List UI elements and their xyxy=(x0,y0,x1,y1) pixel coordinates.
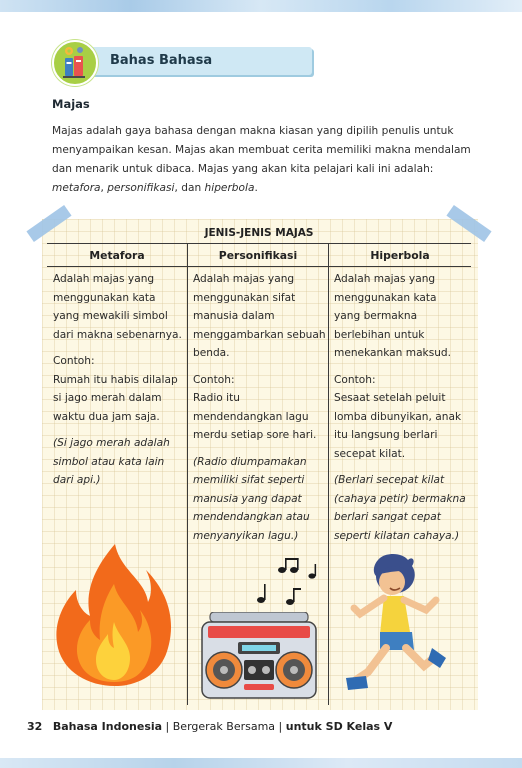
definition-text: Adalah majas yang menggunakan kata yang bermakna berlebihan untuk menekankan maksud. xyxy=(334,273,452,359)
intro-term-hiperbola: hiperbola xyxy=(204,182,255,194)
definition-text: Adalah majas yang menggunakan kata yang mewakili simbol dari makna sebenarnya. xyxy=(53,273,182,341)
column-header-metafora: Metafora xyxy=(89,249,145,262)
section-title: Bahas Bahasa xyxy=(110,53,213,68)
intro-term-metafora: metafora xyxy=(52,182,101,194)
column-personifikasi xyxy=(193,270,326,553)
footer-separator: | xyxy=(275,720,286,733)
column-hiperbola xyxy=(334,270,466,553)
note-text: (Berlari secepat kilat (cahaya petir) bermakna berlari sangat cepat seperti kilatan cahaya.) xyxy=(334,474,466,542)
example-label: Contoh: xyxy=(53,355,95,367)
bottom-decorative-band xyxy=(0,758,522,768)
example-label: Contoh: xyxy=(193,373,235,386)
fire-illustration xyxy=(50,540,180,690)
boombox-illustration xyxy=(200,612,318,700)
example-text: Sesaat setelah peluit lomba dibunyikan, anak itu langsung berlari secepat kilat. xyxy=(334,392,462,460)
table-header-rule xyxy=(47,266,471,267)
column-metafora xyxy=(53,270,185,498)
music-notes xyxy=(254,556,324,608)
example-text: Radio itu mendendangkan lagu merdu setiap sore hari. xyxy=(193,392,317,441)
table-top-rule xyxy=(47,243,471,244)
footer-grade: untuk SD Kelas V xyxy=(285,720,393,733)
footer-separator: | xyxy=(162,720,173,733)
intro-period: . xyxy=(254,182,258,194)
page-number: 32 xyxy=(27,720,43,733)
section-banner xyxy=(52,40,314,82)
intro-text: Majas adalah gaya bahasa dengan makna kiasan yang dipilih penulis untuk menyampaikan kesan. Majas akan membuat cerita memiliki makna mendalam dan menarik untuk dibaca. Majas yang akan kita pelajari kali ini adalah: xyxy=(52,125,471,175)
intro-paragraph xyxy=(52,122,472,198)
running-boy-illustration xyxy=(340,552,452,702)
example-text: Rumah itu habis dilalap si jago merah dalam waktu dua jam saja. xyxy=(53,373,178,423)
footer-subject: Bahasa Indonesia xyxy=(52,720,163,733)
books-gear-icon xyxy=(52,40,98,86)
column-header-personifikasi: Personifikasi xyxy=(218,249,298,262)
column-divider-2 xyxy=(328,243,329,705)
page-footer xyxy=(27,720,392,733)
definition-text: Adalah majas yang menggunakan sifat manusia dalam menggambarkan sebuah benda. xyxy=(193,273,326,359)
intro-separator: , xyxy=(100,182,108,194)
footer-book: Bergerak Bersama xyxy=(172,720,276,733)
page-heading: Majas xyxy=(52,97,90,111)
table-title: JENIS-JENIS MAJAS xyxy=(204,227,314,239)
column-header-hiperbola: Hiperbola xyxy=(370,249,430,262)
note-text: (Si jago merah adalah simbol atau kata lain dari api.) xyxy=(53,437,170,486)
top-decorative-band xyxy=(0,0,522,12)
note-text: (Radio diumpamakan memiliki sifat seperti manusia yang dapat mendendangkan atau menyanyikan lagu.) xyxy=(193,455,310,542)
music-note-icon xyxy=(257,558,316,605)
intro-term-personifikasi: personifikasi xyxy=(107,182,175,194)
example-label: Contoh: xyxy=(334,373,376,386)
intro-separator: , dan xyxy=(174,182,205,194)
column-divider-1 xyxy=(187,243,188,705)
